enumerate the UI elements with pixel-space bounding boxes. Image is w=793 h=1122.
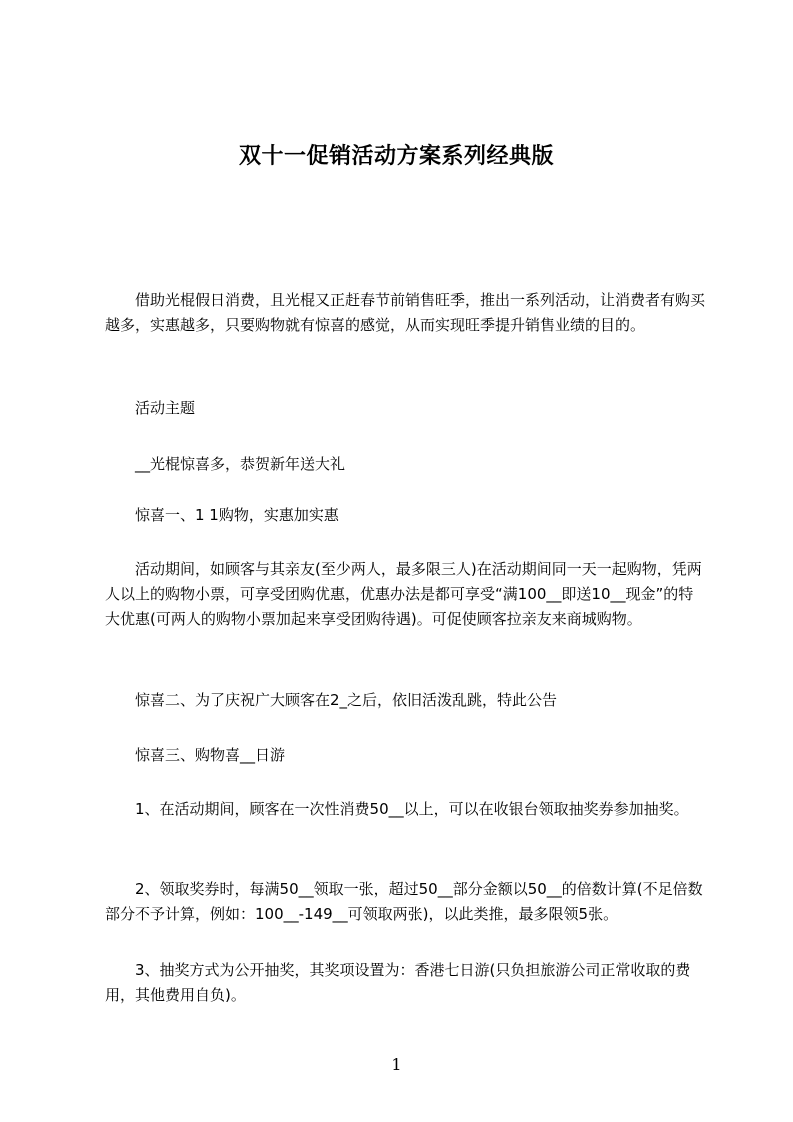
section-heading-theme: 活动主题 [105, 399, 196, 417]
page-title: 双十一促销活动方案系列经典版 [238, 144, 554, 169]
intro-paragraph: 借助光棍假日消费，且光棍又正赶春节前销售旺季，推出一系列活动，让消费者有购买越多，实惠越多，只要购物就有惊喜的感觉，从而实现旺季提升销售业绩的目的。 [105, 291, 706, 334]
surprise-three-heading: 惊喜三、购物喜__日游 [105, 746, 286, 764]
page-number: 1 [391, 1055, 402, 1074]
surprise-two-heading: 惊喜二、为了庆祝广大顾客在2_之后，依旧活泼乱跳，特此公告 [105, 691, 558, 709]
rule-item-1: 1、在活动期间，顾客在一次性消费50__以上，可以在收银台领取抽奖券参加抽奖。 [105, 800, 689, 818]
rule-item-3: 3、抽奖方式为公开抽奖，其奖项设置为：香港七日游(只负担旅游公司正常收取的费用，其他费用自负)。 [105, 961, 691, 1004]
theme-slogan: __光棍惊喜多，恭贺新年送大礼 [105, 455, 346, 473]
surprise-one-heading: 惊喜一、1 1购物，实惠加实惠 [105, 506, 339, 524]
rule-item-2: 2、领取奖券时，每满50__领取一张，超过50__部分金额以50__的倍数计算(不足倍数部分不予计算，例如：100__-149__可领取两张)，以此类推，最多限领5张。 [105, 880, 703, 923]
surprise-one-body: 活动期间，如顾客与其亲友(至少两人，最多限三人)在活动期间同一天一起购物，凭两人以上的购物小票，可享受团购优惠，优惠办法是都可享受“满100__即送10__现金”的特大优惠(可两人的购物小票加起来享受团购待遇)。可促使顾客拉亲友来商城购物。 [105, 560, 702, 628]
